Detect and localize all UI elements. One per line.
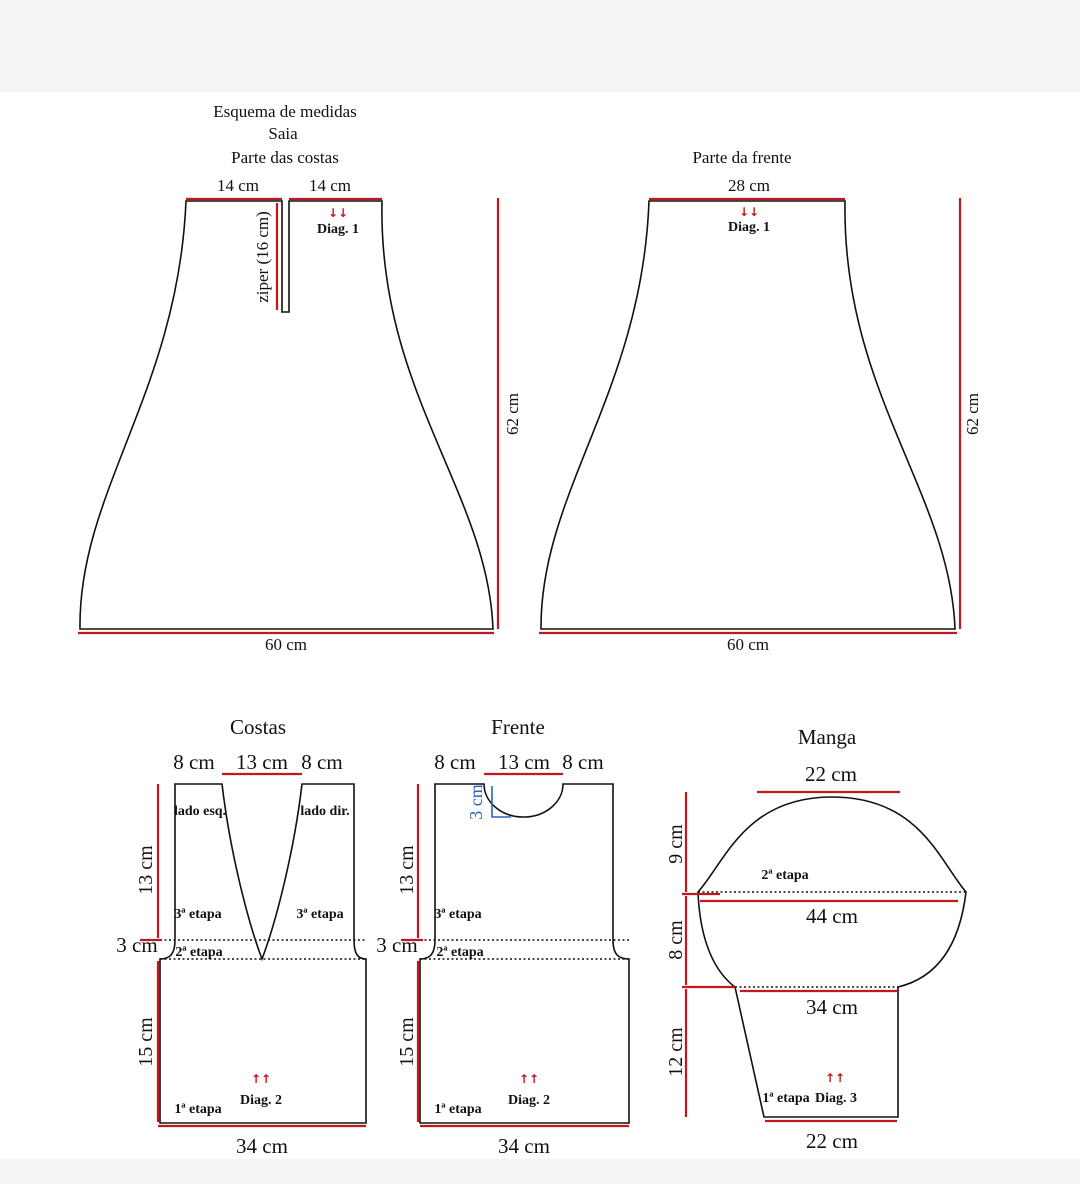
bodice-back-bottom-measure: 34 cm: [236, 1134, 288, 1158]
bodice-front-stage1: 1ª etapa: [434, 1102, 482, 1117]
bodice-back-diag: Diag. 2: [240, 1093, 282, 1108]
bodice-back-stage2: 2ª etapa: [175, 945, 223, 960]
bodice-back-lower-height: 15 cm: [135, 1017, 157, 1067]
skirt-back-title: Parte das costas: [231, 148, 339, 167]
skirt-back-diag: Diag. 1: [317, 222, 359, 237]
bodice-front-arrows: ↑↑: [518, 1072, 540, 1086]
bodice-front-top-mid-measure: 13 cm: [498, 750, 550, 774]
skirt-front-bottom-measure: 60 cm: [726, 635, 770, 654]
bodice-front-title: Frente: [491, 715, 545, 739]
bodice-back-side-left: lado esq.: [173, 804, 227, 819]
sleeve-mid-measure: 34 cm: [806, 995, 858, 1019]
bodice-front-piece: [376, 715, 629, 1158]
sleeve-top-measure: 22 cm: [805, 762, 857, 786]
bodice-back-piece: [116, 715, 366, 1158]
skirt-title: Saia: [268, 124, 298, 143]
sleeve-stage2: 2ª etapa: [761, 868, 809, 883]
pattern-sheet: [0, 92, 1080, 1159]
zipper-label: ziper (16 cm): [253, 211, 272, 303]
sleeve-title: Manga: [797, 725, 857, 749]
bodice-front-stage2: 2ª etapa: [436, 945, 484, 960]
bodice-front-mid-height: 3 cm: [376, 933, 418, 957]
sleeve-wide-measure: 44 cm: [806, 904, 858, 928]
bodice-front-diag: Diag. 2: [508, 1093, 550, 1108]
bodice-front-top-left-measure: 8 cm: [434, 750, 476, 774]
bodice-front-stage3: 3ª etapa: [434, 907, 482, 922]
skirt-front-diag: Diag. 1: [728, 220, 770, 235]
skirt-front-top-measure: 28 cm: [727, 176, 771, 195]
sleeve-stage1: 1ª etapa: [762, 1091, 810, 1106]
bodice-back-mid-height: 3 cm: [116, 933, 158, 957]
sleeve-mid-height: 8 cm: [665, 920, 687, 960]
skirt-back-height-measure: 62 cm: [503, 392, 522, 436]
bodice-back-stage3-left: 3ª etapa: [174, 907, 222, 922]
sleeve-bottom-height: 12 cm: [665, 1027, 687, 1077]
bodice-back-top-right-measure: 8 cm: [301, 750, 343, 774]
skirt-front-title: Parte da frente: [692, 148, 792, 167]
bodice-back-stage3-right: 3ª etapa: [296, 907, 344, 922]
skirt-back-arrows: ↓↓: [327, 206, 349, 220]
neck-depth-measure: 3 cm: [466, 784, 486, 820]
skirt-front-height-measure: 62 cm: [963, 392, 982, 436]
bodice-front-top-right-measure: 8 cm: [562, 750, 604, 774]
skirt-back-piece: [78, 102, 522, 654]
skirt-back-top-right-measure: 14 cm: [308, 176, 352, 195]
bodice-back-top-left-measure: 8 cm: [173, 750, 215, 774]
bodice-back-arrows: ↑↑: [250, 1072, 272, 1086]
sleeve-piece: [665, 725, 966, 1153]
pattern-diagram: [0, 92, 1080, 1159]
bodice-back-upper-height: 13 cm: [135, 845, 157, 895]
diagram-title: Esquema de medidas: [213, 102, 357, 121]
skirt-back-top-left-measure: 14 cm: [216, 176, 260, 195]
bodice-back-title: Costas: [229, 715, 287, 739]
sleeve-arrows: ↑↑: [824, 1071, 846, 1085]
sleeve-top-height: 9 cm: [665, 824, 687, 864]
sleeve-diag: Diag. 3: [815, 1091, 857, 1106]
bodice-back-stage1: 1ª etapa: [174, 1102, 222, 1117]
skirt-front-arrows: ↓↓: [738, 205, 760, 219]
skirt-front-outline: [541, 201, 955, 629]
bodice-front-lower-height: 15 cm: [396, 1017, 418, 1067]
sleeve-outline: [698, 797, 966, 1117]
skirt-back-bottom-measure: 60 cm: [264, 635, 308, 654]
bodice-back-side-right: lado dir.: [300, 804, 350, 819]
bodice-front-upper-height: 13 cm: [396, 845, 418, 895]
skirt-front-piece: [539, 148, 982, 654]
bodice-back-top-mid-measure: 13 cm: [236, 750, 288, 774]
skirt-back-outline: [80, 201, 493, 629]
bodice-front-bottom-measure: 34 cm: [498, 1134, 550, 1158]
sleeve-bottom-measure: 22 cm: [806, 1129, 858, 1153]
